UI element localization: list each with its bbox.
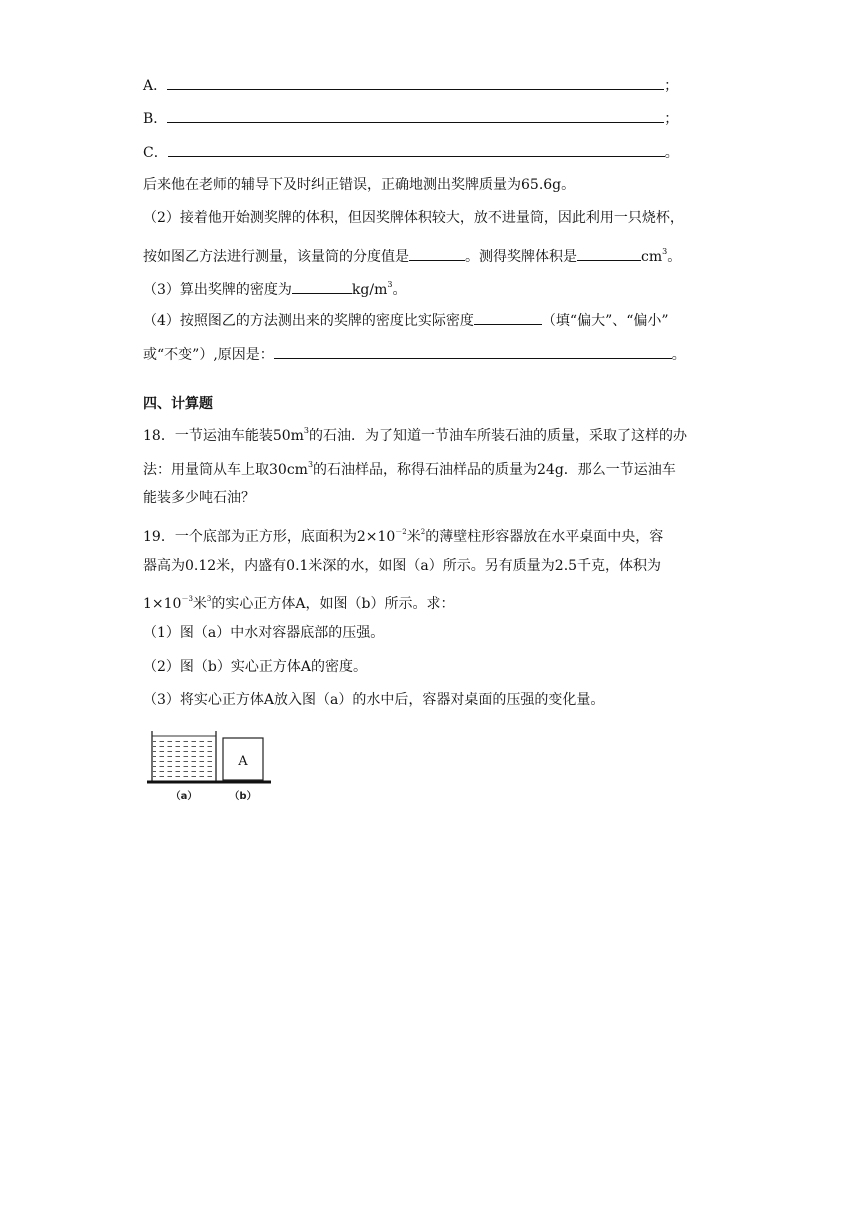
q4-line2 xyxy=(143,343,686,363)
q3-text: （3）算出奖牌的密度为 xyxy=(143,282,292,298)
q2-unit-sup: 3 xyxy=(662,247,668,256)
q19-text-f: 的实心正方体A，如图（b）所示。求： xyxy=(211,596,455,612)
water-fill xyxy=(153,737,215,780)
option-c xyxy=(143,141,679,161)
q19-sup-2: 2 xyxy=(420,528,426,536)
q2-line2 xyxy=(143,242,682,265)
q4-blank-1 xyxy=(474,309,542,325)
q19-sup-1: －2 xyxy=(395,528,407,536)
section-heading: 四、计算题 xyxy=(143,396,213,412)
q4-text-b: （填“偏大”、“偏小” xyxy=(541,313,669,329)
q4-line1 xyxy=(143,309,669,329)
q19-sup-4: 3 xyxy=(206,595,212,603)
q19-line1 xyxy=(143,522,664,545)
q2-unit: cm xyxy=(641,249,663,265)
q18-text-d: 的石油样品，称得石油样品的质量为24g．那么一节运油车 xyxy=(313,462,676,478)
option-a xyxy=(143,74,678,94)
q18-sup-1: 3 xyxy=(303,426,309,435)
paragraph-after: 后来他在老师的辅导下及时纠正错误，正确地测出奖牌质量为65.6g。 xyxy=(143,177,576,193)
q18-sup-2: 3 xyxy=(307,460,314,469)
container-a xyxy=(152,731,216,781)
q18-line1 xyxy=(143,421,687,444)
q19-sub1: （1）图（a）中水对容器底部的压强。 xyxy=(143,625,385,641)
option-a-end: ； xyxy=(664,78,679,94)
option-b-label: B． xyxy=(143,111,168,127)
q4-blank-2 xyxy=(274,343,672,359)
q19-line3 xyxy=(143,589,455,612)
label-a: （a） xyxy=(170,791,198,802)
q4-text-c: 或“不变”）,原因是： xyxy=(143,347,274,363)
figure-svg xyxy=(143,729,273,803)
cube-label: A xyxy=(238,754,248,769)
q18-text-c: 法：用量筒从车上取30cm xyxy=(143,462,308,478)
q19-line2: 器高为0.12米，内盛有0.1米深的水，如图（a）所示。另有质量为2.5千克，体积为 xyxy=(143,558,662,574)
q19-text-e: 米 xyxy=(192,596,207,612)
q3-blank xyxy=(292,278,352,294)
figure xyxy=(143,729,273,803)
option-a-label: A． xyxy=(143,78,168,94)
q3-unit: kg/m xyxy=(351,282,388,298)
q19-sub2: （2）图（b）实心正方体A的密度。 xyxy=(143,659,367,675)
q2-line1: （2）接着他开始测奖牌的体积，但因奖牌体积较大，放不进量筒，因此利用一只烧杯， xyxy=(143,210,684,226)
q18-text-a: 18．一节运油车能装50m xyxy=(143,428,304,444)
option-b xyxy=(143,107,678,127)
option-c-label: C． xyxy=(143,145,168,161)
q19-text-b: 米 xyxy=(406,529,421,545)
option-b-blank xyxy=(167,107,664,123)
q18-text-b: 的石油．为了知道一节油车所装石油的质量，采取了这样的办 xyxy=(309,428,687,444)
q2-end: 。 xyxy=(667,249,682,265)
q2-blank-2 xyxy=(577,245,641,261)
q19-sub3: （3）将实心正方体A放入图（a）的水中后，容器对桌面的压强的变化量。 xyxy=(143,692,605,708)
option-b-end: ； xyxy=(664,111,679,127)
option-c-blank xyxy=(168,141,665,157)
q2-blank-1 xyxy=(409,245,465,261)
q18-line2 xyxy=(143,455,676,478)
q19-sup-3: －3 xyxy=(181,595,193,603)
q19-text-d: 1×10 xyxy=(143,596,182,612)
q18-line3: 能装多少吨石油？ xyxy=(143,490,255,506)
q4-end: 。 xyxy=(671,347,686,363)
q19-text-a: 19．一个底部为正方形，底面积为2×10 xyxy=(143,529,396,545)
label-b: （b） xyxy=(229,791,257,802)
option-a-blank xyxy=(167,74,664,90)
q3-unit-sup: 3 xyxy=(387,280,393,289)
option-c-end: 。 xyxy=(664,145,679,161)
q2-text-b: 。测得奖牌体积是 xyxy=(465,249,577,265)
q4-text-a: （4）按照图乙的方法测出来的奖牌的密度比实际密度 xyxy=(143,313,474,329)
q3-end: 。 xyxy=(392,282,407,298)
q19-text-c: 的薄壁柱形容器放在水平桌面中央，容 xyxy=(425,529,664,545)
q2-text-a: 按如图乙方法进行测量，该量筒的分度值是 xyxy=(143,249,409,265)
q3-line xyxy=(143,275,407,298)
